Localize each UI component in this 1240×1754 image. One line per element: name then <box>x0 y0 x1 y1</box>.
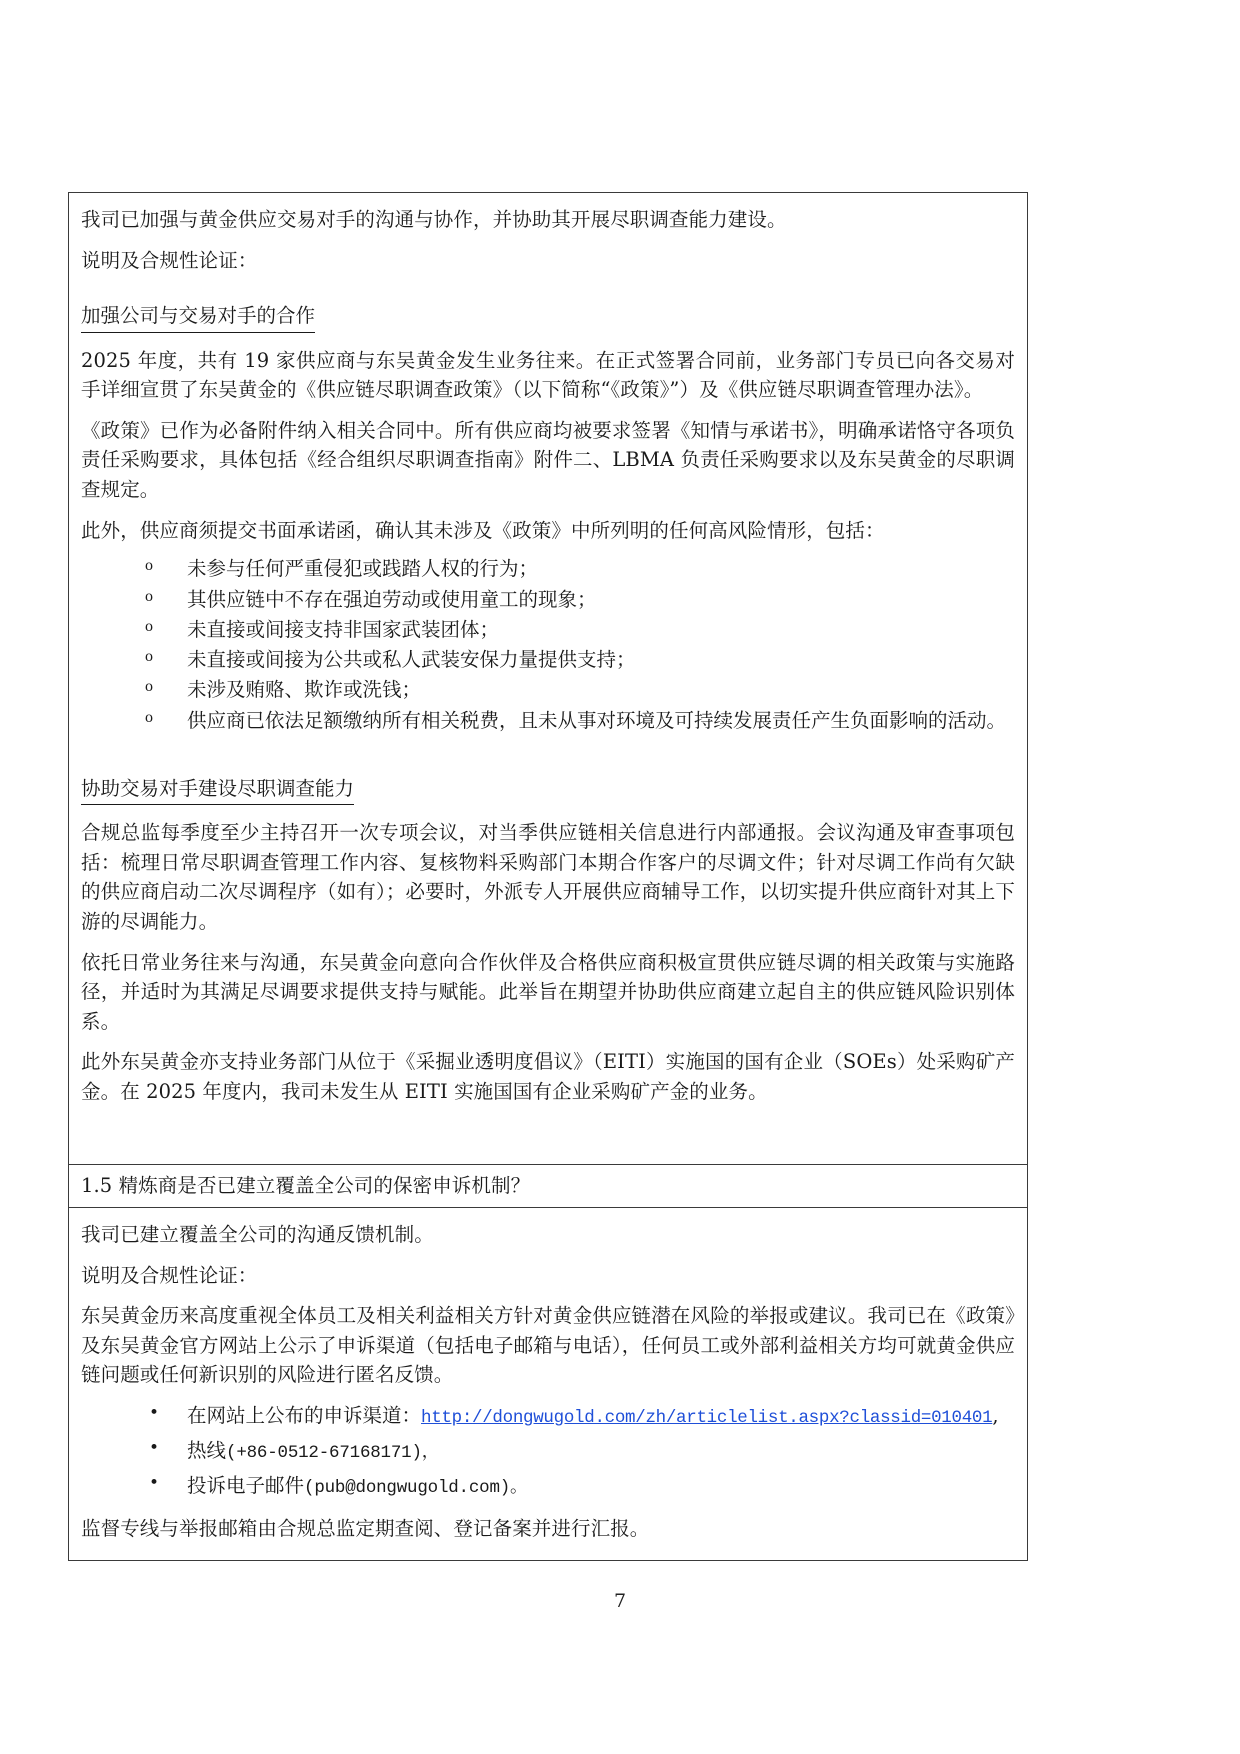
subsection-a-paragraph-1: 2025 年度，共有 19 家供应商与东吴黄金发生业务往来。在正式签署合同前，业务部门专员已向各交易对手详细宣贯了东吴黄金的《供应链尽职调查政策》（以下简称“《政策》”）及《供应链尽职调查管理办法》。 <box>81 348 1015 402</box>
bullet-marker-icon: • <box>149 1473 160 1494</box>
channel-suffix: , <box>992 1404 999 1428</box>
list-item <box>81 645 1015 674</box>
list-item-email-channel <box>81 1471 1015 1502</box>
subsection-b-heading-text: 协助交易对手建设尽职调查能力 <box>81 775 354 805</box>
page-number: 7 <box>613 1590 627 1612</box>
subsection-b-paragraph-2: 依托日常业务往来与沟通，东吴黄金向意向合作伙伴及合格供应商积极宣贯供应链尽调的相关政策与实施路径，并适时为其满足尽调要求提供支持与赋能。此举旨在期望并协助供应商建立起自主的供应链风险识别体系。 <box>81 950 1015 1033</box>
section-1-5-answer-cell <box>69 1208 1027 1560</box>
grievance-url-link[interactable]: http://dongwugold.com/zh/articlelist.aspx?classid=010401 <box>421 1408 993 1429</box>
section-1-5-closing-paragraph: 监督专线与举报邮箱由合规总监定期查阅、登记备案并进行汇报。 <box>81 1517 650 1541</box>
circle-marker-icon: o <box>145 557 153 575</box>
subsection-a-paragraph-2: 《政策》已作为必备附件纳入相关合同中。所有供应商均被要求签署《知情与承诺书》，明确承诺恪守各项负责任采购要求，具体包括《经合组织尽职调查指南》附件二、LBMA 负责任采购要求以及东吴黄金的尽职调查规定。 <box>81 418 1015 502</box>
list-item <box>81 554 1015 583</box>
circle-marker-icon: o <box>145 678 153 696</box>
section-1-5-intro-paragraph: 东吴黄金历来高度重视全体员工及相关利益相关方针对黄金供应链潜在风险的举报或建议。我司已在《政策》及东吴黄金官方网站上公示了申诉渠道（包括电子邮箱与电话），任何员工或外部利益相关方均可就黄金供应链问题或任何新识别的风险进行匿名反馈。 <box>81 1304 1015 1387</box>
section-1-4-answer-cell <box>69 193 1027 1164</box>
grievance-channels-list <box>81 1401 1015 1502</box>
list-item-text: 未直接或间接支持非国家武装团体； <box>187 617 500 641</box>
list-item-text: 未参与任何严重侵犯或践踏人权的行为； <box>187 557 539 581</box>
circle-marker-icon: o <box>145 617 153 635</box>
list-item-text: 其供应链中不存在强迫劳动或使用童工的现象； <box>187 587 597 611</box>
circle-marker-icon: o <box>145 587 153 605</box>
hotline-number: (+86-0512-67168171)， <box>226 1443 440 1464</box>
list-item <box>81 615 1015 644</box>
complaint-email-address: (pub@dongwugold.com)。 <box>304 1478 528 1499</box>
list-item <box>81 706 1015 735</box>
subsection-a-heading-text: 加强公司与交易对手的合作 <box>81 302 315 332</box>
list-item-text: 未直接或间接为公共或私人武装安保力量提供支持； <box>187 648 636 672</box>
list-item <box>81 675 1015 704</box>
subsection-b-paragraph-3: 此外东吴黄金亦支持业务部门从位于《采掘业透明度倡议》（EITI）实施国的国有企业（SOEs）处采购矿产金。在 2025 年度内，我司未发生从 EITI 实施国国有企业采购矿产金的业务。 <box>81 1050 1015 1104</box>
subsection-b-paragraph-1: 合规总监每季度至少主持召开一次专项会议，对当季供应链相关信息进行内部通报。会议沟通及审查事项包括：梳理日常尽职调查管理工作内容、复核物料采购部门本期合作客户的尽调文件；针对尽调工作尚有欠缺的供应商启动二次尽调程序（如有）；必要时，外派专人开展供应商辅导工作，以切实提升供应商针对其上下游的尽调能力。 <box>81 821 1015 933</box>
section-1-5-question-text: 1.5 精炼商是否已建立覆盖全公司的保密申诉机制？ <box>81 1173 531 1197</box>
list-item-hotline-channel <box>81 1436 1015 1467</box>
content-table <box>68 192 1028 1561</box>
circle-marker-icon: o <box>145 708 153 726</box>
channel-label: 在网站上公布的申诉渠道： <box>187 1404 422 1428</box>
subsection-a-paragraph-3: 此外，供应商须提交书面承诺函，确认其未涉及《政策》中所列明的任何高风险情形，包括： <box>81 518 885 542</box>
justification-label-1-4: 说明及合规性论证： <box>81 248 258 272</box>
high-risk-items-list <box>81 554 1015 735</box>
list-item <box>81 585 1015 614</box>
channel-label: 投诉电子邮件 <box>187 1474 305 1498</box>
list-item-website-channel <box>81 1401 1015 1432</box>
spacer <box>81 286 1015 302</box>
subsection-a-heading <box>81 302 1015 332</box>
bullet-marker-icon: • <box>149 1438 160 1459</box>
spacer <box>81 1118 1015 1148</box>
answer-line-1-4: 我司已加强与黄金供应交易对手的沟通与协作，并协助其开展尽职调查能力建设。 <box>81 208 787 231</box>
justification-label-1-5: 说明及合规性论证： <box>81 1263 258 1287</box>
answer-line-1-5: 我司已建立覆盖全公司的沟通反馈机制。 <box>81 1222 434 1246</box>
section-1-5-question-cell <box>69 1164 1027 1208</box>
list-item-text: 供应商已依法足额缴纳所有相关税费，且未从事对环境及可持续发展责任产生负面影响的活动。 <box>187 708 1007 732</box>
list-item-text: 未涉及贿赂、欺诈或洗钱； <box>187 678 422 702</box>
subsection-b-heading <box>81 775 1015 805</box>
circle-marker-icon: o <box>145 648 153 666</box>
channel-label: 热线 <box>187 1439 227 1463</box>
bullet-marker-icon: • <box>149 1403 160 1424</box>
